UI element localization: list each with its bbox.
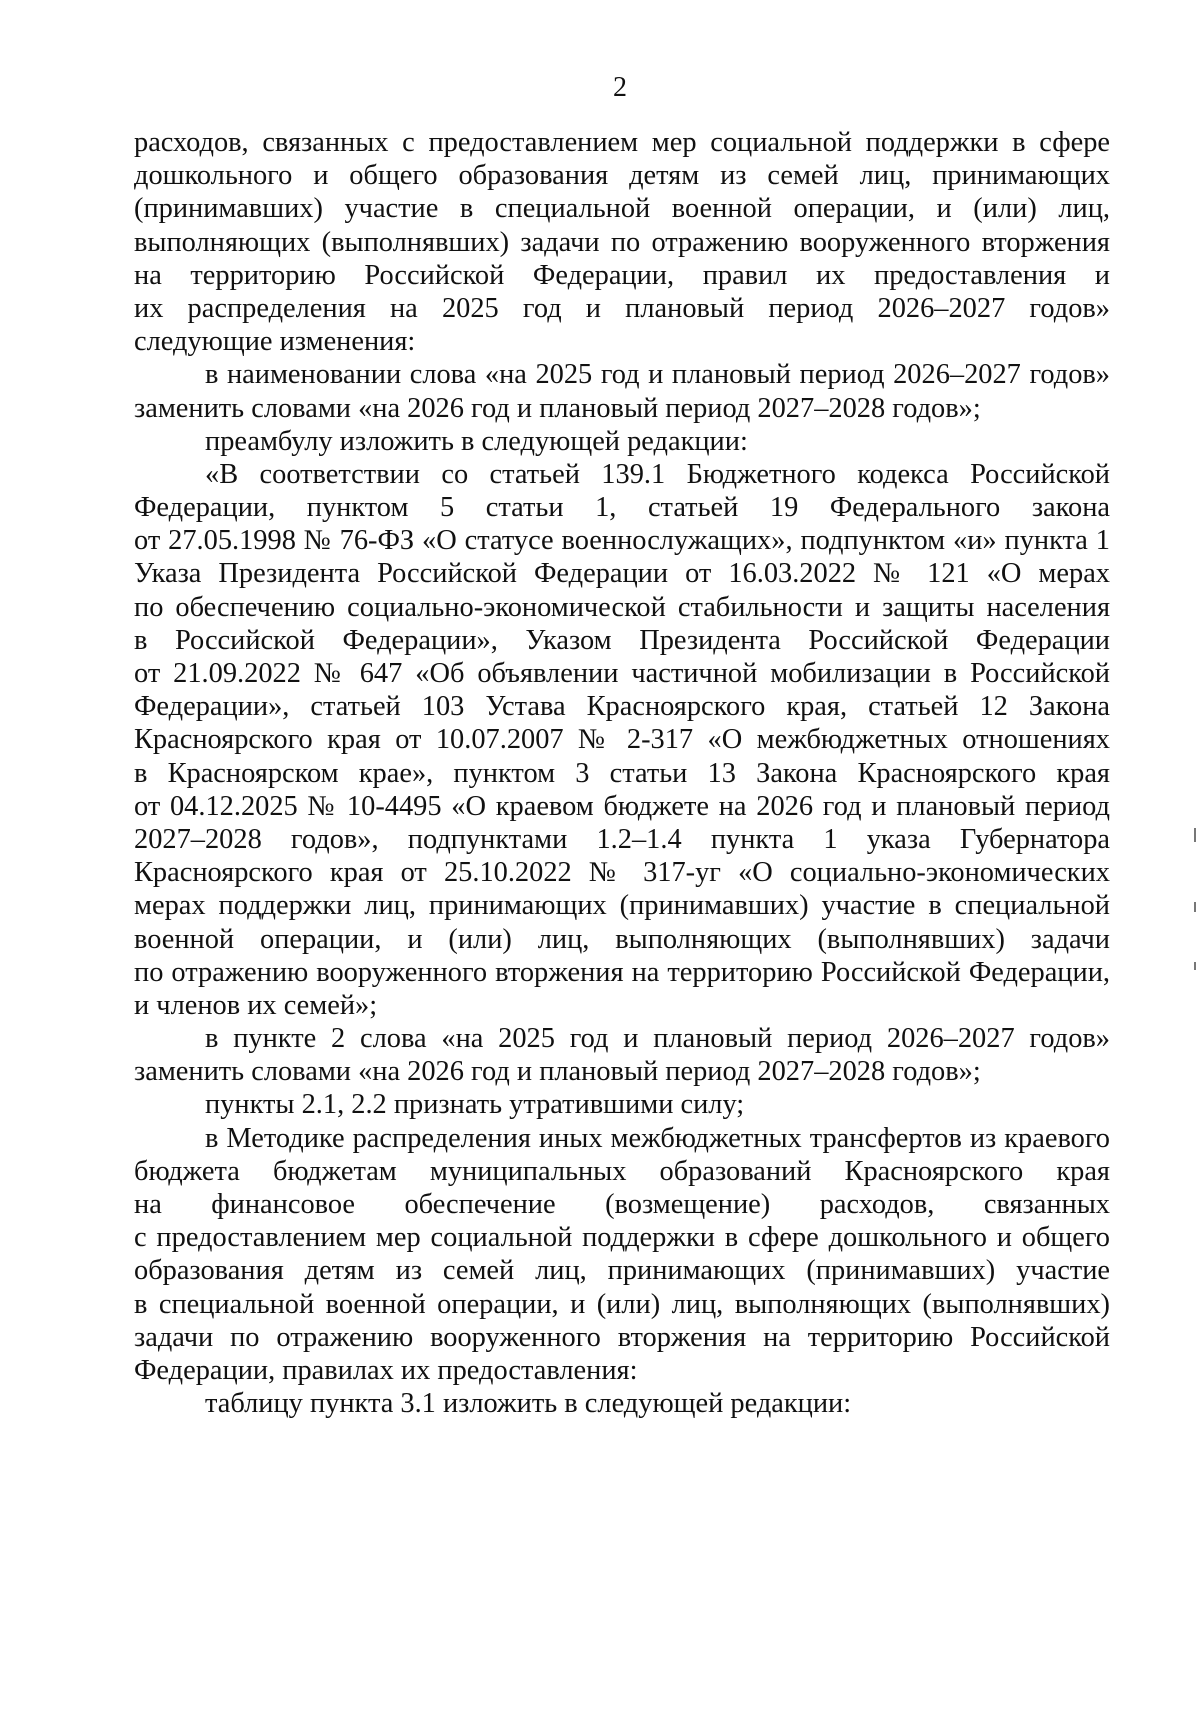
text-line: и членов их семей»; — [134, 989, 378, 1021]
text-line: задачи по отражению вооруженного вторжения на территорию Российской — [134, 1321, 1110, 1353]
text-line: заменить словами «на 2026 год и плановый период 2027–2028 годов»; — [134, 1056, 981, 1088]
paragraph-first-line: таблицу пункта 3.1 изложить в следующей редакции: — [205, 1388, 852, 1420]
paragraph-first-line: «В соответствии со статьей 139.1 Бюджетного кодекса Российской — [205, 458, 1110, 490]
paragraph-first-line: преамбулу изложить в следующей редакции: — [205, 425, 748, 457]
page-number: 2 — [613, 72, 627, 103]
text-line: в Российской Федерации», Указом Президента Российской Федерации — [134, 624, 1110, 656]
scan-edge-mark — [1194, 828, 1196, 842]
text-line: Указа Президента Российской Федерации от 16.03.2022 № 121 «О мерах — [134, 558, 1110, 590]
text-line: расходов, связанных с предоставлением мер социальной поддержки в сфере — [134, 127, 1110, 158]
scan-edge-mark — [1194, 962, 1196, 970]
text-line: Красноярского края от 10.07.2007 № 2-317 «О межбюджетных отношениях — [134, 724, 1110, 756]
text-line: в специальной военной операции, и (или) лиц, выполняющих (выполнявших) — [134, 1288, 1110, 1320]
paragraph-first-line: в пункте 2 слова «на 2025 год и плановый период 2026–2027 годов» — [205, 1023, 1110, 1055]
text-line: по обеспечению социально-экономической стабильности и защиты населения — [134, 591, 1110, 623]
text-line: заменить словами «на 2026 год и плановый период 2027–2028 годов»; — [134, 392, 981, 424]
text-line: Федерации, правилах их предоставления: — [134, 1354, 638, 1386]
text-line: в Красноярском крае», пунктом 3 статьи 13 Закона Красноярского края — [134, 757, 1110, 789]
document-body — [134, 126, 1110, 1420]
text-line: их распределения на 2025 год и плановый период 2026–2027 годов» — [134, 292, 1110, 324]
text-line: дошкольного и общего образования детям из семей лиц, принимающих — [134, 160, 1110, 192]
text-line: 2027–2028 годов», подпунктами 1.2–1.4 пункта 1 указа Губернатора — [134, 823, 1110, 855]
scan-edge-mark — [1194, 902, 1196, 912]
text-line: Красноярского края от 25.10.2022 № 317-уг «О социально-экономических — [134, 857, 1110, 889]
text-line: с предоставлением мер социальной поддержки в сфере дошкольного и общего — [134, 1222, 1110, 1254]
paragraph-first-line: пункты 2.1, 2.2 признать утратившими силу; — [205, 1089, 745, 1121]
text-line: (принимавших) участие в специальной военной операции, и (или) лиц, — [134, 193, 1110, 225]
text-line: бюджета бюджетам муниципальных образований Красноярского края — [134, 1155, 1110, 1187]
paragraph-first-line: в Методике распределения иных межбюджетных трансфертов из краевого — [205, 1122, 1110, 1154]
text-line: Федерации», статьей 103 Устава Красноярского края, статьей 12 Закона — [134, 691, 1110, 723]
text-line: на финансовое обеспечение (возмещение) расходов, связанных — [134, 1189, 1110, 1220]
text-line: мерах поддержки лиц, принимающих (принимавших) участие в специальной — [134, 890, 1110, 922]
text-line: по отражению вооруженного вторжения на территорию Российской Федерации, — [134, 956, 1110, 988]
text-line: от 21.09.2022 № 647 «Об объявлении частичной мобилизации в Российской — [134, 658, 1110, 689]
paragraph-first-line: в наименовании слова «на 2025 год и плановый период 2026–2027 годов» — [205, 359, 1110, 391]
text-line: Федерации, пунктом 5 статьи 1, статьей 19 Федерального закона — [134, 492, 1110, 524]
text-line: на территорию Российской Федерации, правил их предоставления и — [134, 259, 1110, 291]
text-line: от 27.05.1998 № 76-ФЗ «О статусе военнослужащих», подпунктом «и» пункта 1 — [134, 525, 1110, 557]
text-line: образования детям из семей лиц, принимающих (принимавших) участие — [134, 1255, 1110, 1287]
text-line: военной операции, и (или) лиц, выполняющих (выполнявших) задачи — [134, 923, 1110, 955]
text-line: от 04.12.2025 № 10-4495 «О краевом бюджете на 2026 год и плановый период — [134, 790, 1110, 822]
text-line: следующие изменения: — [134, 326, 416, 358]
text-line: выполняющих (выполнявших) задачи по отражению вооруженного вторжения — [134, 226, 1110, 258]
